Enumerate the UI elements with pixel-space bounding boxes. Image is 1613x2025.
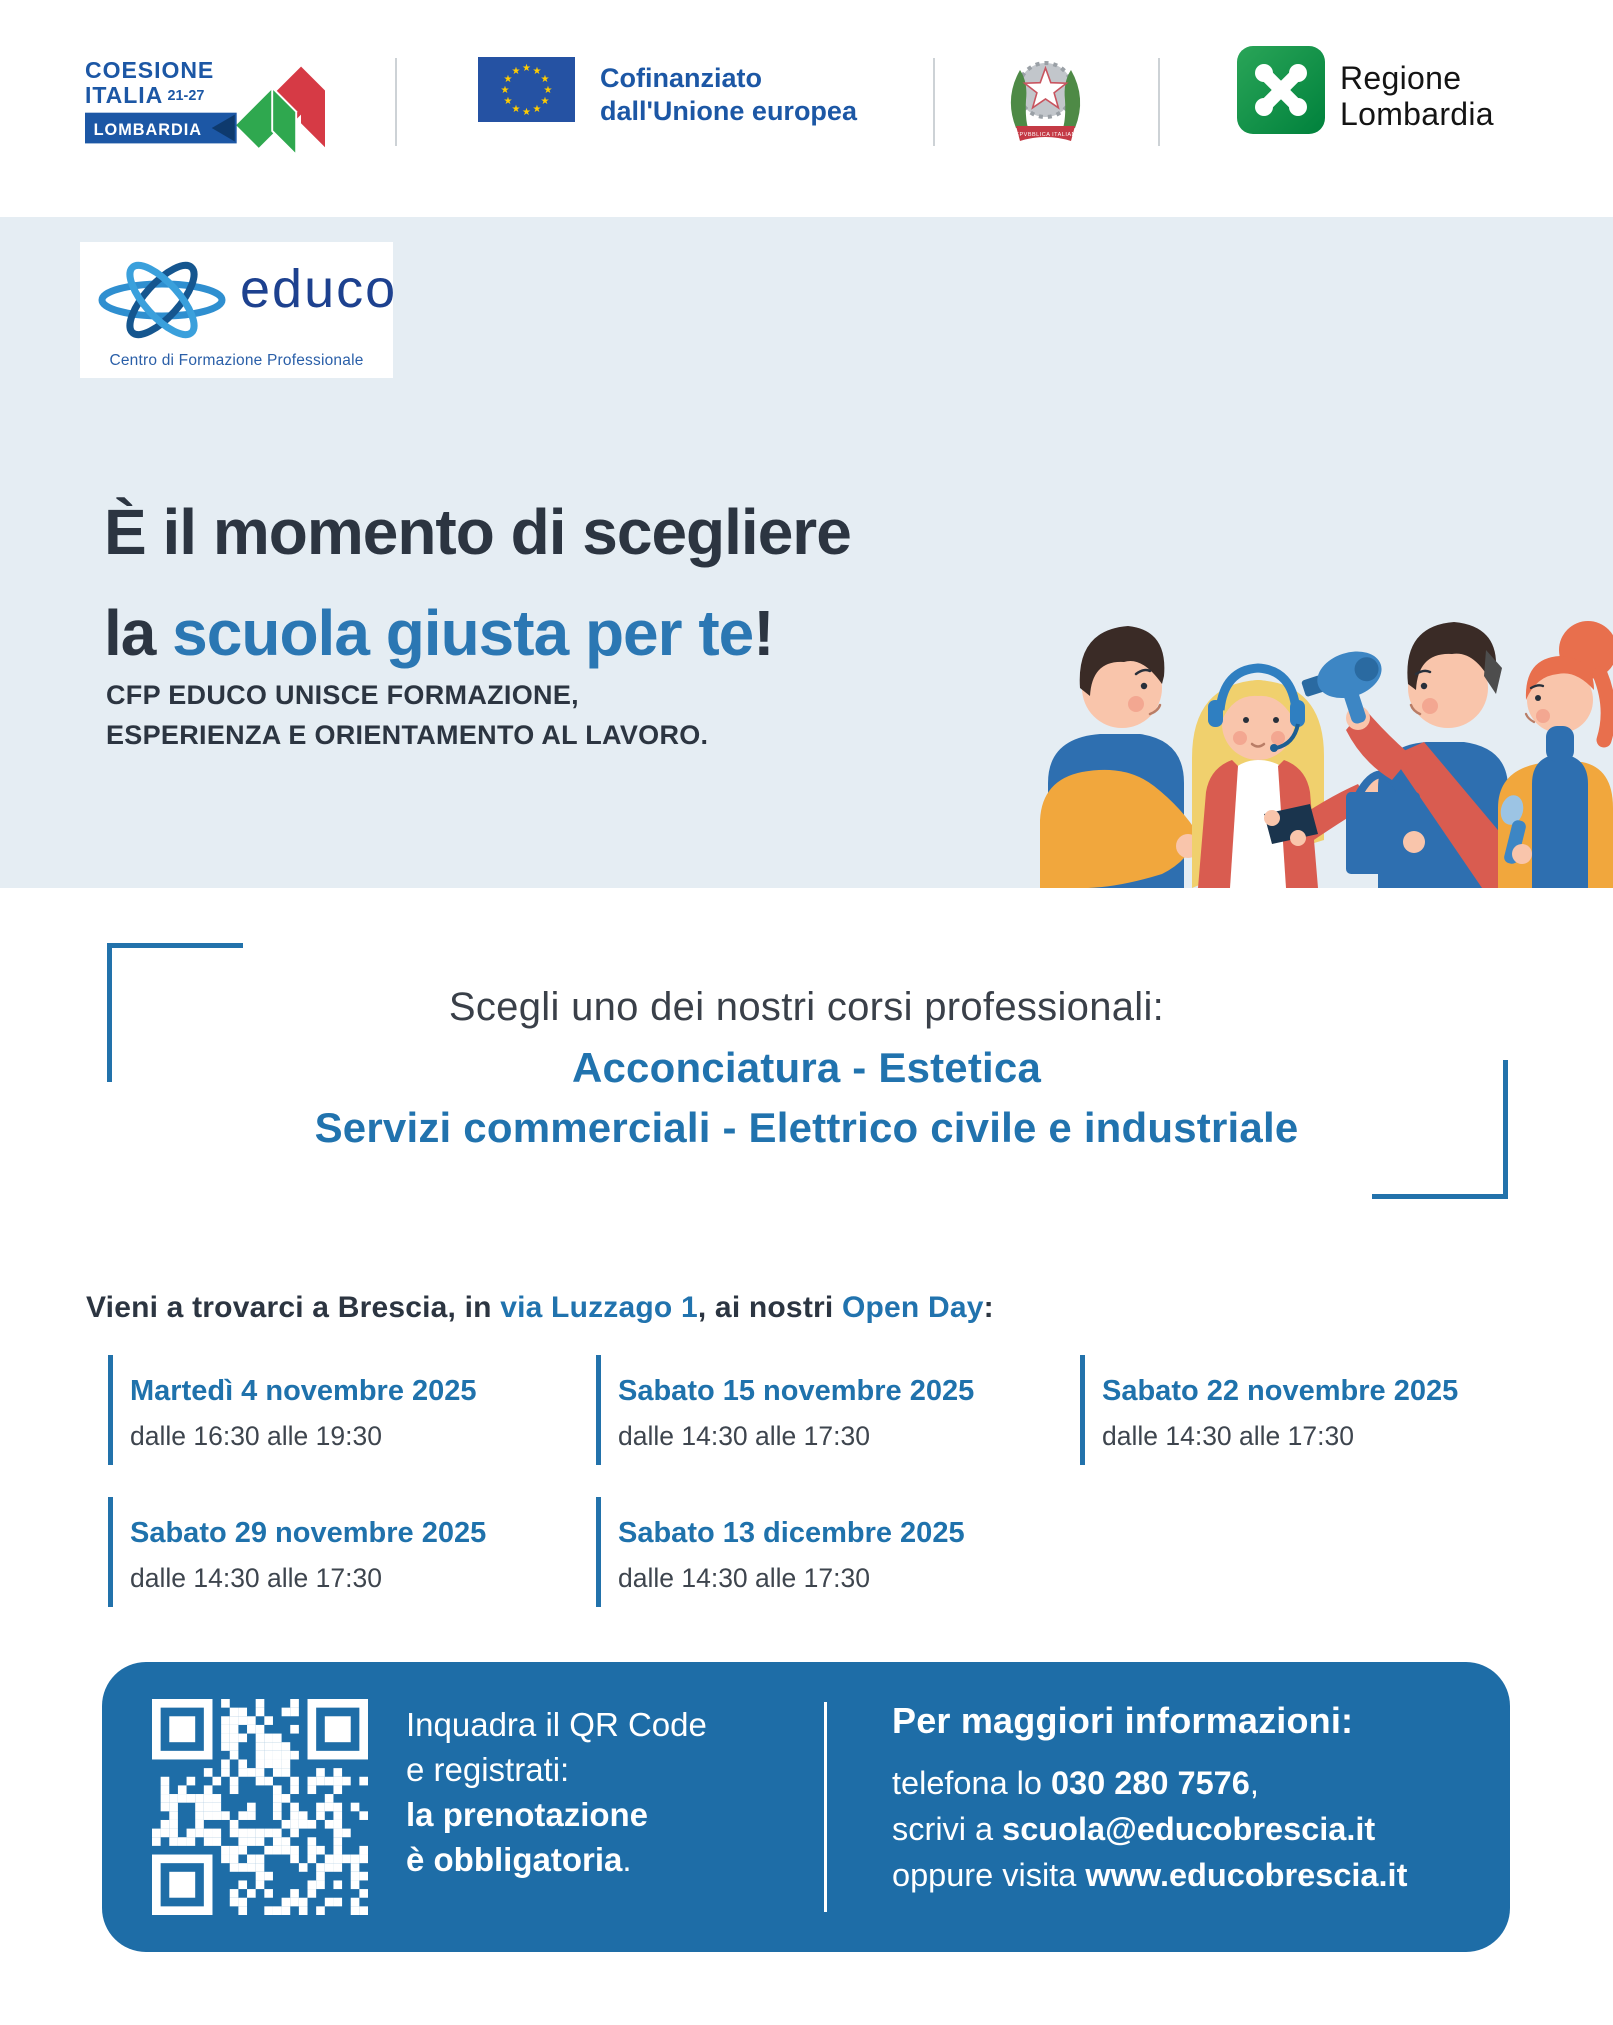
openday-date-card	[1080, 1355, 1510, 1465]
footer-divider	[824, 1702, 827, 1912]
eu-text-line2: dall'Unione europea	[600, 96, 857, 126]
lombardia-line1: Regione	[1340, 60, 1462, 96]
svg-text:★: ★	[522, 63, 531, 74]
email-prefix: scrivi a	[892, 1811, 1003, 1847]
italy-emblem-icon	[998, 48, 1093, 148]
courses-intro: Scegli uno dei nostri corsi professionali:	[448, 985, 1165, 1029]
hero-title-line2-suffix: !	[753, 596, 774, 669]
regione-lombardia-label	[1340, 60, 1494, 132]
openday-address-highlight: via Luzzago 1	[500, 1291, 698, 1324]
contact-phone-line	[892, 1760, 1407, 1806]
svg-text:★: ★	[503, 74, 513, 85]
institutional-header	[0, 0, 1613, 217]
qr-code	[152, 1699, 368, 1915]
qr-instructions-line2: e registrati:	[406, 1751, 570, 1788]
openday-heading	[86, 1291, 994, 1325]
courses-section	[0, 985, 1613, 1164]
qr-instructions	[406, 1702, 707, 1882]
date-title: Sabato 15 novembre 2025	[618, 1375, 975, 1407]
website-url: www.educobrescia.it	[1085, 1857, 1408, 1893]
svg-text:★: ★	[503, 96, 513, 107]
hero-subtitle-line2: ESPERIENZA E ORIENTAMENTO AL LAVORO.	[106, 720, 709, 750]
svg-text:★: ★	[543, 85, 553, 96]
phone-suffix: ,	[1249, 1765, 1259, 1801]
qr-instructions-line1: Inquadra il QR Code	[406, 1706, 707, 1743]
courses-line1: Acconciatura - Estetica	[571, 1044, 1042, 1091]
svg-text:★: ★	[532, 104, 542, 115]
emblem-label: REPVBBLICA ITALIANA	[1010, 132, 1081, 138]
contact-info	[892, 1700, 1407, 1898]
hero-title-highlight: scuola giusta per te	[172, 596, 754, 669]
svg-text:★: ★	[540, 74, 550, 85]
contact-email-line	[892, 1806, 1407, 1852]
openday-heading-part2: , ai nostri	[697, 1291, 842, 1324]
contact-website-line	[892, 1852, 1407, 1898]
coesione-line2: ITALIA	[85, 82, 164, 109]
date-title: Sabato 29 novembre 2025	[130, 1517, 487, 1549]
coesione-italia-logo-icon	[85, 55, 325, 155]
openday-date-card	[596, 1497, 1026, 1607]
date-title: Martedì 4 novembre 2025	[130, 1375, 477, 1407]
openday-date-card	[108, 1355, 538, 1465]
site-prefix: oppure visita	[892, 1857, 1086, 1893]
illustration-person-hairdryer	[1297, 622, 1508, 888]
booking-required-line2: è obbligatoria	[406, 1841, 623, 1878]
coesione-years: 21-27	[167, 88, 205, 105]
students-illustration	[1040, 588, 1613, 888]
svg-text:★: ★	[532, 66, 542, 77]
svg-text:★: ★	[511, 66, 521, 77]
phone-prefix: telefona lo	[892, 1765, 1052, 1801]
eu-flag-icon	[478, 57, 575, 122]
hero-title-line2-prefix: la	[104, 596, 173, 669]
illustration-person-left	[1040, 626, 1200, 888]
illustration-person-ponytail	[1498, 621, 1613, 888]
email-address: scuola@educobrescia.it	[1002, 1811, 1376, 1847]
svg-text:★: ★	[500, 85, 510, 96]
header-divider	[395, 58, 397, 146]
booking-required-line1: la prenotazione	[406, 1796, 649, 1833]
openday-name-highlight: Open Day	[841, 1291, 984, 1324]
coesione-region: LOMBARDIA	[93, 120, 202, 139]
header-divider	[1158, 58, 1160, 146]
openday-date-card	[596, 1355, 1026, 1465]
courses-line2: Servizi commerciali - Elettrico civile e industriale	[314, 1104, 1299, 1151]
eu-cofunding-label	[600, 62, 857, 128]
booking-required-period: .	[622, 1841, 632, 1878]
date-title: Sabato 13 dicembre 2025	[618, 1517, 965, 1549]
educo-logo-box	[80, 242, 398, 378]
date-time: dalle 16:30 alle 19:30	[130, 1421, 382, 1451]
hero-subtitle-line1: CFP EDUCO UNISCE FORMAZIONE,	[106, 680, 579, 710]
phone-number: 030 280 7576	[1051, 1765, 1250, 1801]
lombardia-line2: Lombardia	[1340, 96, 1494, 132]
header-divider	[933, 58, 935, 146]
eu-text-line1: Cofinanziato	[600, 63, 762, 93]
svg-text:★: ★	[511, 104, 521, 115]
date-time: dalle 14:30 alle 17:30	[618, 1563, 870, 1593]
regione-lombardia-icon	[1237, 46, 1325, 134]
info-footer-box	[102, 1662, 1510, 1952]
svg-text:★: ★	[540, 96, 550, 107]
svg-text:★: ★	[522, 107, 531, 118]
educo-atom-icon	[86, 250, 238, 350]
hero-title-line1: È il momento di scegliere	[104, 495, 851, 568]
openday-heading-part1: Vieni a trovarci a Brescia, in	[86, 1291, 501, 1324]
contact-title: Per maggiori informazioni:	[892, 1700, 1354, 1741]
date-time: dalle 14:30 alle 17:30	[618, 1421, 870, 1451]
date-title: Sabato 22 novembre 2025	[1102, 1375, 1459, 1407]
date-time: dalle 14:30 alle 17:30	[130, 1563, 382, 1593]
coesione-line1: COESIONE	[85, 57, 215, 84]
openday-date-card	[108, 1497, 538, 1607]
educo-tagline: Centro di Formazione Professionale	[109, 352, 364, 369]
hero-section	[0, 217, 1613, 888]
date-time: dalle 14:30 alle 17:30	[1102, 1421, 1354, 1451]
educo-wordmark: educo	[240, 259, 398, 319]
hero-title	[104, 482, 851, 684]
openday-heading-part3: :	[983, 1291, 994, 1324]
hero-subtitle	[106, 675, 708, 755]
